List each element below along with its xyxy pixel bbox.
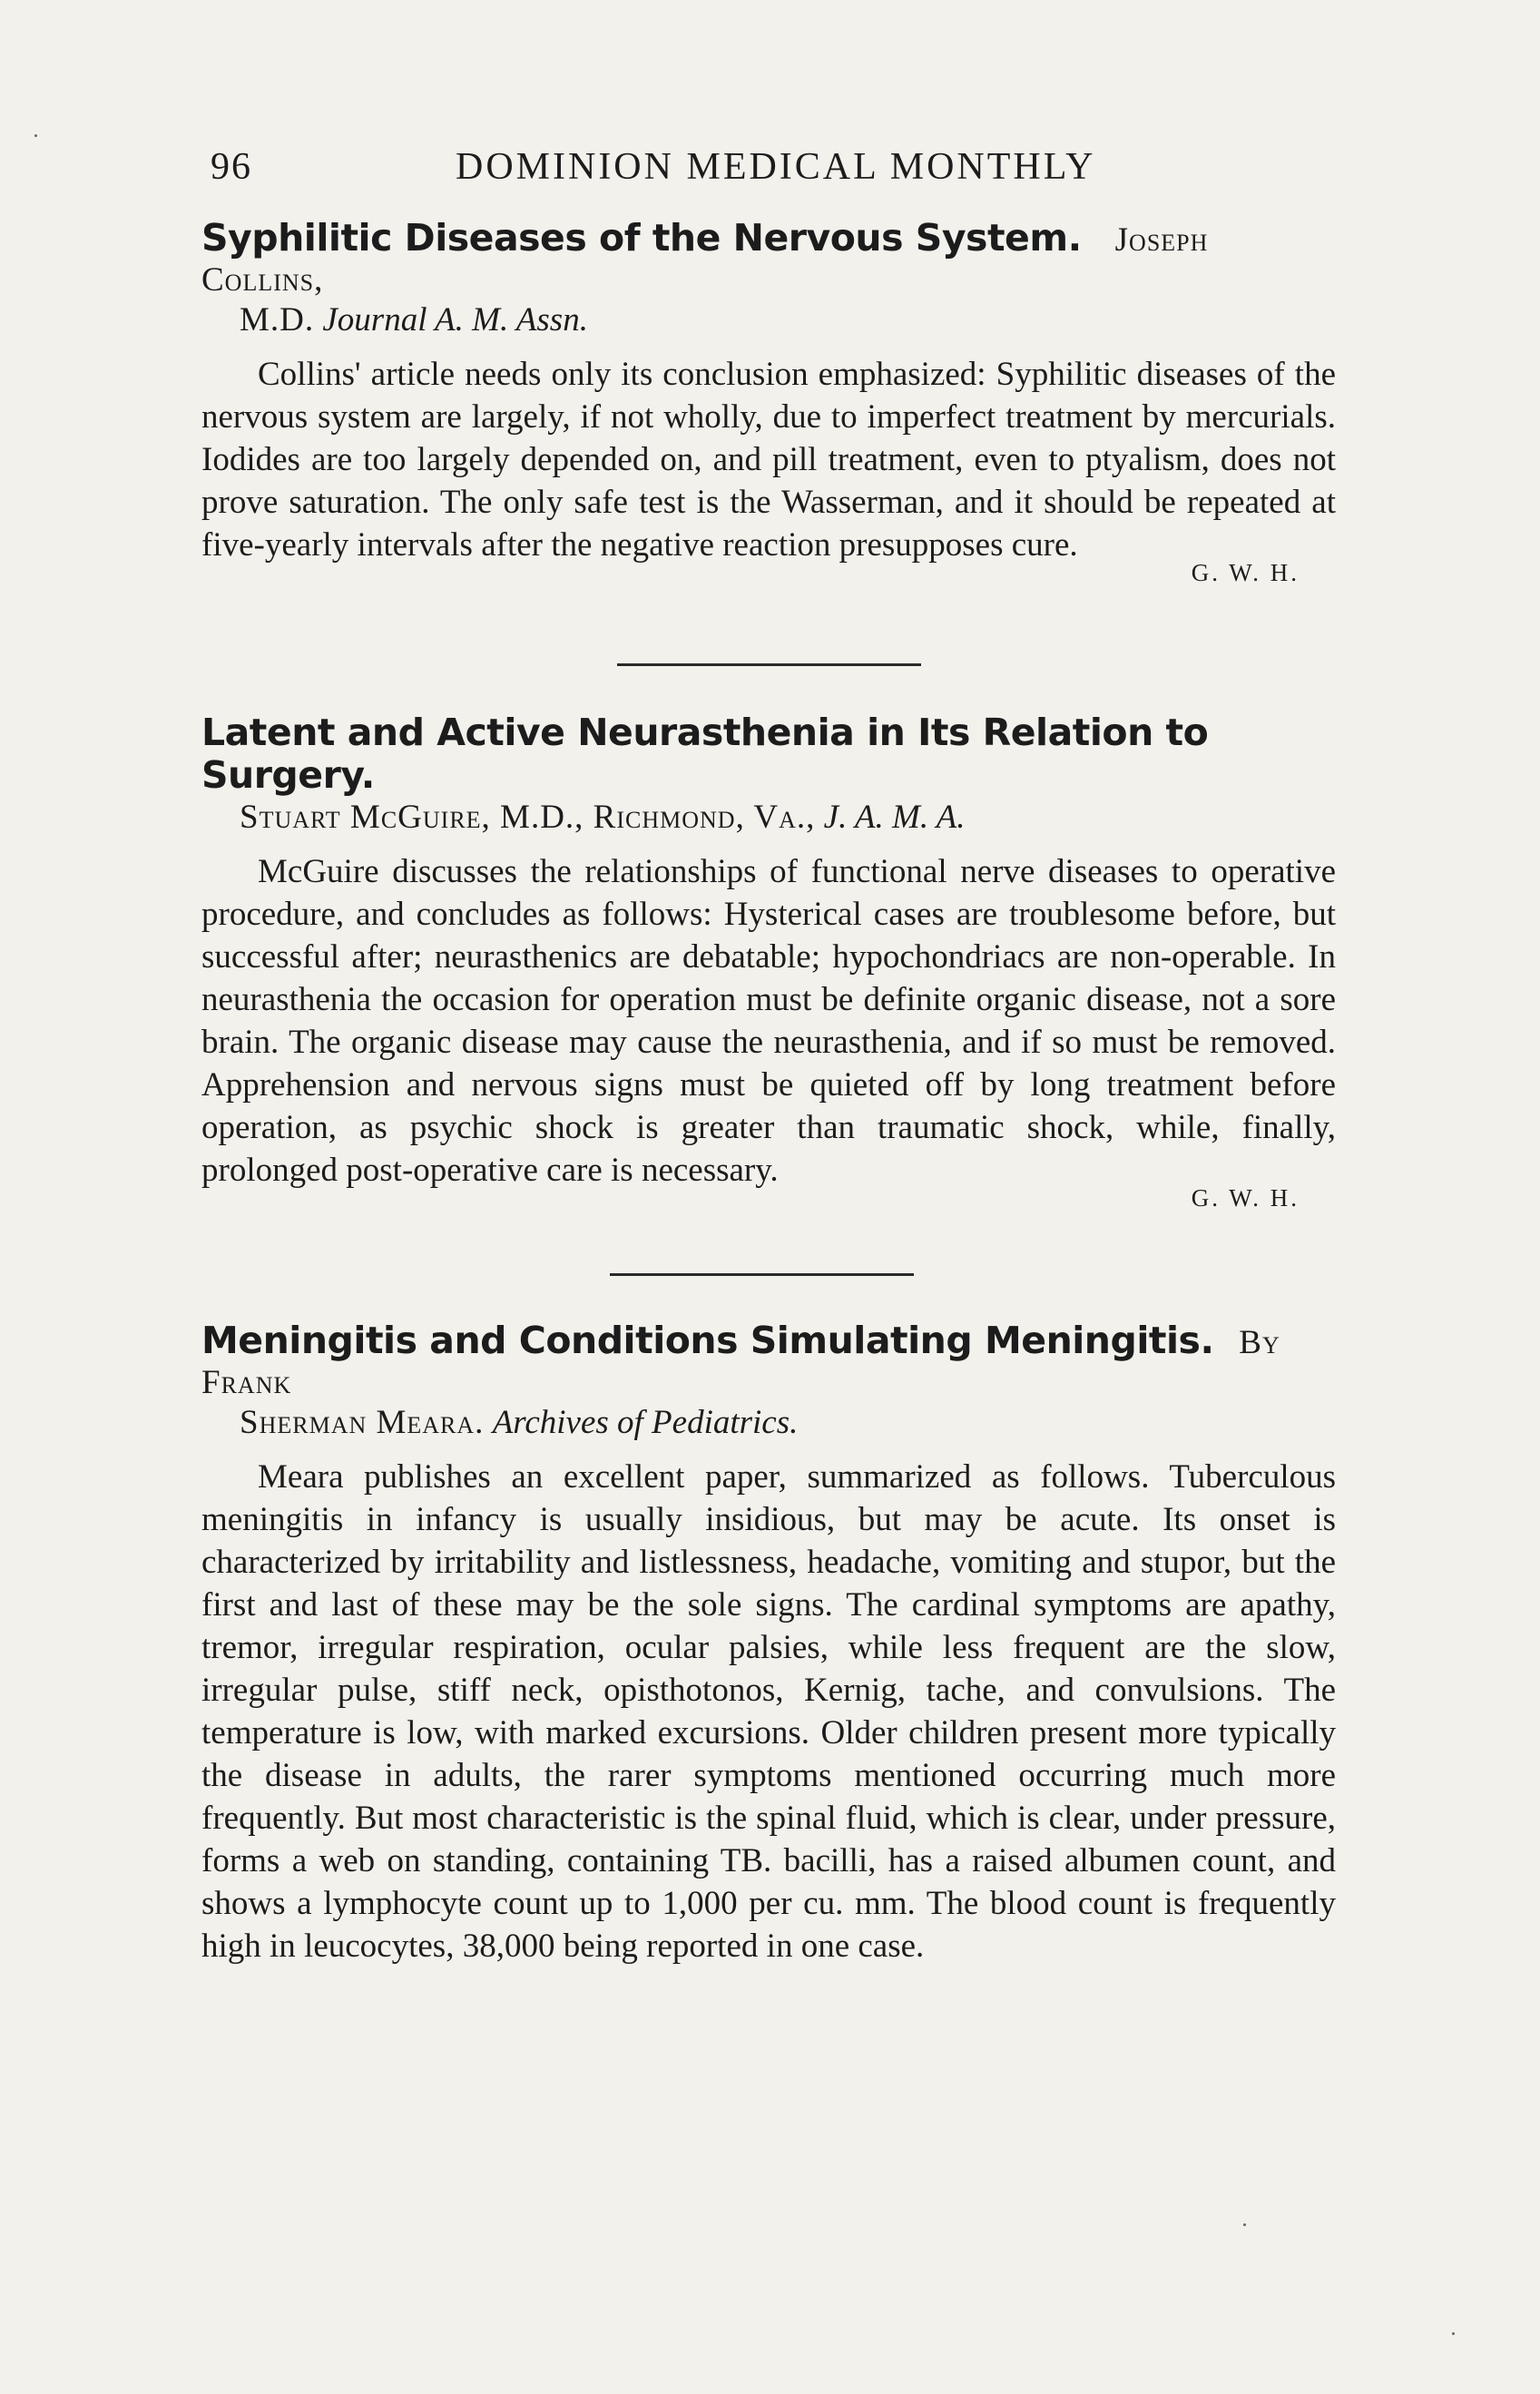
article-author: By Frank xyxy=(201,1324,1280,1401)
article-author-name: Sherman Meara. xyxy=(240,1404,485,1441)
article-author-degree: M.D. xyxy=(240,301,315,338)
article-body: Meara publishes an excellent paper, summarized as follows. Tuberculous meningitis in infancy is usually insidious, but may be acute. Its onset is characterized by irritability and listlessness, headache, vomiting and stupor, but the first and last of these may be the sole signs. The cardinal symptoms are apathy, tremor, irregular respiration, ocular palsies, while less frequent are the slow, irregular pulse, stiff neck, opisthotonos, Kernig, tache, and convulsions. The temperature is low, with marked excursions. Older children present more typically the disease in adults, the rarer symptoms mentioned occurring much more frequently. But most characteristic is the spinal fluid, which is clear, under pressure, forms a web on standing, containing TB. bacilli, has a raised albumen count, and shows a lymphocyte count up to 1,000 per cu. mm. The blood count is frequently high in leucocytes, 38,000 being reported in one case. xyxy=(201,1458,1336,1965)
article-body: Collins' article needs only its conclusion emphasized: Syphilitic diseases of the nervous system are largely, if not wholly, due to imperfect treatment by mercurials. Iodides are too largely depended on, and pill treatment, even to ptyalism, does not prove saturation. The only safe test is the Wasserman, and it should be repeated at five-yearly intervals after the negative reaction presupposes cure. xyxy=(201,356,1336,564)
reviewer-initials: G. W. H. xyxy=(1191,559,1300,586)
article-author: Joseph Collins, xyxy=(201,221,1209,299)
article-author: Stuart McGuire, M.D., Richmond, Va., xyxy=(240,799,816,836)
article-syphilitic-diseases xyxy=(201,218,1336,587)
article-heading xyxy=(201,712,1336,838)
journal-title: DOMINION MEDICAL MONTHLY xyxy=(456,146,1096,188)
article-body: McGuire discusses the relationships of functional nerve diseases to operative procedure, and concludes as follows: Hysterical cases are troublesome before, but successful after; neurasthenics are debatable; hypochondriacs are non-operable. In neurasthenia the occasion for operation must be definite organic disease, not a sore brain. The organic disease may cause the neurasthenia, and if so must be removed. Apprehension and nervous signs must be quieted off by long treatment before operation, as psychic shock is greater than traumatic shock, while, finally, prolonged post-operative care is necessary. xyxy=(201,853,1336,1189)
page-number: 96 xyxy=(211,146,252,188)
article-heading xyxy=(201,1320,1336,1443)
paper-speck xyxy=(1452,2332,1455,2335)
article-source: Journal A. M. Assn. xyxy=(322,301,588,338)
paper-speck xyxy=(34,134,37,137)
article-source: J. A. M. A. xyxy=(823,799,966,836)
reviewer-initials: G. W. H. xyxy=(1191,1184,1300,1212)
article-source: Archives of Pediatrics. xyxy=(492,1404,799,1441)
article-latent-neurasthenia xyxy=(201,712,1336,1212)
section-divider xyxy=(617,663,921,666)
article-title: Meningitis and Conditions Simulating Meningitis. xyxy=(201,1319,1214,1362)
article-title: Syphilitic Diseases of the Nervous System. xyxy=(201,216,1082,260)
article-title: Latent and Active Neurasthenia in Its Relation to Surgery. xyxy=(201,711,1209,797)
article-heading xyxy=(201,218,1336,340)
article-meningitis xyxy=(201,1320,1336,1967)
section-divider xyxy=(610,1273,914,1276)
paper-speck xyxy=(1243,2223,1246,2226)
